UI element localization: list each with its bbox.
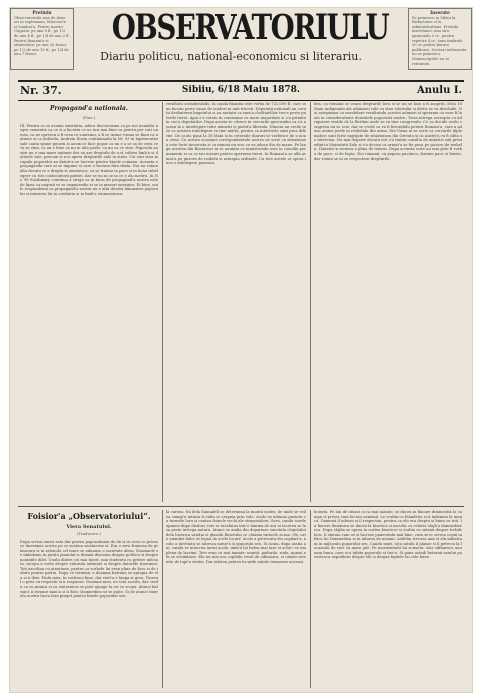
article-subheading: (Fine.) [82,115,96,120]
feuilleton-column-left [20,510,158,688]
subscription-box-text: Observatoriulu iese de doue ori in septemana, Miercuri'a si Sambat'a. Pentru Austro-Ungaria: pe anu 8 fl., pe 1/2 de anu 4 fl., pe 1/4 de anu 2 fl. Pentru Romani'a si strainetate: pe anu 25 franci, pe 1/2 de anu 13 fr., pe 1/4 de anu 7 franci. [14,15,70,57]
issue-date: Sibiiu, 6/18 Maiu 1878. [181,85,301,95]
column-middle [166,102,306,502]
feuilleton-column-middle [166,510,306,688]
feuilleton-note: (Traducere.) [76,531,102,536]
column-divider [162,510,163,688]
advertising-box-text: Se primescu in Sibiiu la Redactiune si la Administratiune. Pretiulu insertiunei: unu siru garmondu 5 cr., pentru repetire 4 cr., taxa timbrale 30 cr. pentru fiacare publicare. Scrisori nefrancate nu se primescu. Manuscriptele nu se retramitu. [412,15,467,66]
subscription-box-header: Pretiulu [32,10,52,15]
article-body: III. Pentru ca se avemu existintia, adeca deceseramu ca pe noi nemultu negru sementie ca ce si a lucratu ce ne iesi mai bine ca pentru pre cari nu esta, ca ne oprescu a fi ceea ce suntemu, a fi ce insine voimu se fimu ca natiune si ca individu. Andreiu Rosiu continuandu la Nr. 93 in laptenentiei sale cauta spune pecatu si acum ce face popor ca nu e a se sa de ceea ce va se vina, ca nu e bine ca nu in alta parte, ca nu ca ce vine. Poporulu nostru nu e una mare natiune dar ea are dreptulu de a-si cultiva limb'a si datinele sale, precum si a-si apera drepturile sale in statu. Cei cari stau in capulu poporului au datori'a se lucreze pentru binele comunu. Aceasta e propaganda care ni se impune si care o facemu fara sfiala. Noi nu voimu alta decatu ce e dreptu si omenescu, ca se traimu in pace si in buna intielegere cu toti conlocuitorii patriei, dar se nu ni se ia ce e alu nostru. In Nr. 98 Szathmary continua a striga ca in facia de propagand'a nostra este de lipsa ca ungurii se se organisedie si se ia masuri energice. Ei bine, noi le respundemu ca propagand'a nostra nu e alta decatu luminarea poporului si intarirea lui in credintia si in limb'a stramosiesca. [20,123,158,196]
feuilleton-body: Dupa scrisa unora asta dar partea poporatiunei de da si in ceea ce privesce tinerimea acesta pe ce sustinu sustinerea ei. Era o sera frumosa de primavara si in salonulu cel mare se adunase o societate alesa. Doamnele se imbulziau in jurulu pianului si domnii discutau despre politica si despre noutatile dilei. Unulu dintre cei mai tineri, unu studentu cu privire infocata, incepu a vorbi despre viitorulu natiunei si despre datoriile tinerimei. Toti ascultau cu atentiune, pentru ca vorbele lui erau pline de focu si de iubire pentru patria. Dupa ce termina, o doamna batrana se apropia de elu si ii dise: Fiulu meu, tu vorbesci bine, dar vieti'a e lunga si grea. Tinerul o privi cu respectu si ii respunse: Doamna mea, eu sciu acesta, dar credu ca cu munca si cu statornicia se pote ajunge la ori ce scopu. Atunci batran'a ii stranse man'a si ii dise: Dumnedieu se te ajute. Si de atunci tinerulu nostru lucra fara preget pentru binele poporului seu. [20,539,158,599]
column-left [20,102,158,502]
column-divider [310,102,311,502]
advertising-box [408,8,472,70]
feuilleton-title: Foisior'a „Observatoriului“. [27,511,151,521]
advertising-box-header: Inserate [430,10,450,15]
article-body: resultatu considerabilu. In canda finantia este vorba de 721,000 fl. care se au facutu peste sume de scaderi in anii trecuti. Deputatii nationali au cerutu desbaterea bugetului si au aratatu ca sum'a cheltuielilor trece peste puterile tierei. Apoi s'a votatu in comisiune cu mare majoritate si s'a primitu in cas'a deputatilor. Dupa acesta se citesce in cercurile guvernului ca s'a ajunsu la o intielegere intre ministri si partit'a liberala. Nimeni nu crede inse ca aceasta intielegere va tine multu, pentru ca interesele sunt prea diferite. De acolo pana la 16 Maiu si in ceteralte diaruri se vorbesce de o noua crisa. Cu acesta ocasiune corespondentulu nostru ne scrie ca situatiunea este forte incurcata si ca nimeni nu scie ce va aduce dia de mane. Pe langa acestea din Bucuresci ni se anuntia ca ministeriulu este in consiliu permanentu si ca se iau mesuri pentru aperarea tierei. In Romani'a se afla armat'a pe picioru de resbelu si asteapta ordinele. Cu tote aceste se spera inca o intielegere pacinica. [166,102,306,166]
issue-number: Nr. 37. [20,84,62,97]
article-body: dea, ca romanii se ceara drepturile loru si se nu se lase a fi asupriti. Dela 16 Maiu indigenatu ale adunarei sale ca stau vitoriului si diet'a se va deschide. Noi asteptamu cu nerabdare rezultatulu acestei adunari si speramu ca voru fi luate in consideratiune dorintiele poporului nostru. Tiera intrega asceapta cu infrigurare vestile de la Berlinu unde se va tine congresulu. Ce va decide acelu congresu nu se scie, dar se crede ca va fi favorabilu pentru Romani'a, care a adusu atatea jertfe in resbelulu din urma. Din Viena ni se scrie ca cercurile diplomatice sunt forte ingrijate de situatiunea din Orientu si ca Austri'a va fi silita se intervina. Nu mai departe decatu ieri s'a tinutu consiliu de ministri sub presiedinti'a Maiestatii Sale si s'a decisu ca armat'a se fie pusa pe picioru de resbelu. Diaristic'a vienesa e plina de temeri. Dupa aceasta scire nu mai pote fi vorba de pace, ci de lupta. Noi romanii, ca poporu pacinicu, dorimu pace si liniste, dar voimu se ni se respecteze drepturile. [314,102,462,161]
feuilleton-subtitle: Viera Senatului. [66,524,112,530]
feuilleton-body: la carnea. Ea dela Sannafelt se determina la muntii nostri, de unde se vedea campi'a intinsa si riulu ce serpuia prin vale. Acolo se adunau pastorii cu turmele loru si cantau doinele vechi ale stramosiloru. Sera, candu sorele apunea dupa dealuri, tote se invaluiau intr'o lumina de aur si tacerea se lasa peste intrega natura. Atunci se audia din departare sunetulu clopotului dela biserica satului si glasulu fluierului ce chiama turmele acasa. Oh, cate amintiri dulci se legau de acele locuri! Acolo a petrecutu elu copilari'a, acolo a invetiatu se iubesca natur'a si poporulu seu. Si acum, dupa atatia ani, candu se intorcea iarasi acolo, inim'a lui batea mai tare si ochii i se umpleau de lacrimi. Tote erau ca mai inainte: muntii, padurile, riulu, numai elu se schimbase. Elu nu mai era copilulu vesel de odinioara, ci omulu ostenitu de lupt'a vietiei. Dar iubirea pentru locurile natale remasese aceeasi. [166,510,306,565]
feuilleton-column-right [314,510,462,688]
issue-info-bar [18,80,464,101]
article-heading: Propagand'a nationala. [49,105,129,112]
column-divider [310,510,311,688]
newspaper-title: OBSERVATORIULU [111,7,389,48]
feuilleton-body: boieriu. Pe lan de atunci ca si mai inainte, se ducea in fiacare dimineatia la campu si privea cum lucrau oamenii. Le vorbia cu blandetia si ii indemna la munca. Oamenii il iubeau si il respectau, pentru ca elu era dreptu si bunu cu toti. In fiacare duminica se ducea la biserica si asculta cu evlavie slujb'a dumnedieesca. Dupa slujba se oprea in curtea bisericei si vorbia cu satenii despre trebile loru. Ii sfatuia cum se-si lucreze pamentulu mai bine, cum se-si cresca copiii in frica lui Dumnedieu si in iubirea de neamu. Astfeliu trecura anii si elu imbatrani in mijloculu poporului seu. Candu muri, tota satulu il planse si il petrecu la locasiulu de veci cu mare jale. Pe mormentulu lui scrisera: Aici odihnesce unu omu bunu, care si-a iubitu poporulu si tier'a. Si pana astadi betranii satului povestescu nepotiloru despre elu si despre faptele lui cele bune. [314,510,462,560]
column-right [314,102,462,502]
newspaper-subtitle: Diariu politicu, national-economicu si literariu. [100,50,362,63]
column-divider [162,102,163,502]
subscription-box [10,8,74,70]
feuilleton-divider [18,506,464,507]
publication-year: Anulu I. [416,85,462,96]
